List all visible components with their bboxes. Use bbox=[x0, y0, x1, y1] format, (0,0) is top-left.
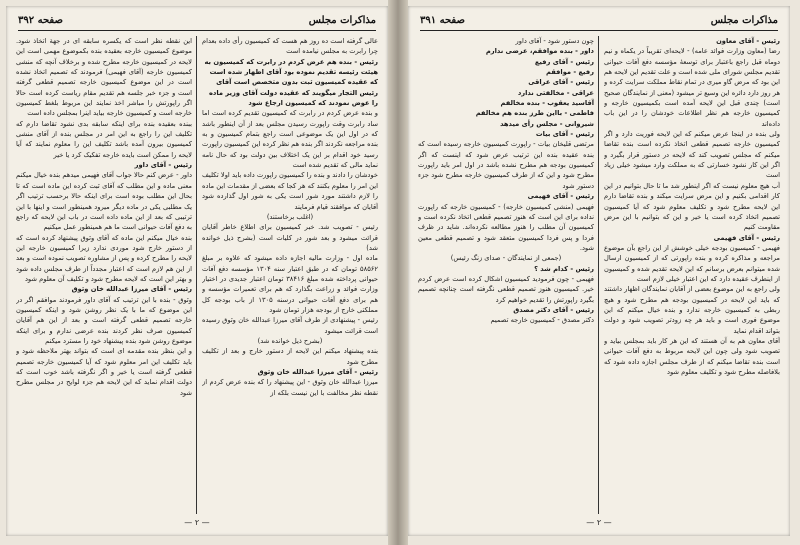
paragraph: وثوق - بنده با این ترتیب که آقای داور فرمودند موافقم اگر در این موضوع که ما با یک نظر روشن شود و اینکه کمیسیون خارجه تصمیم قطعی گرفته است و بعد از این هم آقایان کمیسیون صرف نظر کردند بنده عرضی ندارم و برای اینکه موضوع روشن شود بنده پیشنهاد خود را مسترد میکنم bbox=[16, 295, 192, 345]
speaker-line: رئیس - کدام شد ؟ bbox=[534, 264, 594, 273]
paragraph: ولی بنده در اینجا عرض میکنم که این لایحه فوریت دارد و اگر کمیسیون خارجه تصمیم قطعی اتخاذ نکرده است بنده تقاضا میکنم که مجلس تصویب کند که لایحه در دستور قرار بگیرد و اگر این کار نشود خسارتی که به مملکت وارد میشود خیلی زیاد است bbox=[604, 130, 780, 180]
speaker-line: عراقی - مخالفتی ندارد bbox=[517, 88, 594, 97]
book-gutter bbox=[388, 0, 408, 545]
text-column-right bbox=[604, 36, 780, 514]
speaker-line: رئیس - بنده هم عرض کردم در رابرت که کمیسیون به هیئت رئیسه تقدیم نموده بود آقای اظهار شده است که عقیده کمیسیون ثبت بدون متخصص است آقای رئیس التجار میگویند که عقیده دولت آقای وزیر ماده را عوض نمودند که کمیسیون ارجاع شود bbox=[204, 57, 378, 108]
paragraph: دکتر مصدق - کمیسیون خارجه تصمیم bbox=[490, 316, 594, 325]
paragraph: رئیس - پیشنهادی از طرف آقای میرزا عبدالله خان وثوق رسیده است قرائت میشود bbox=[202, 316, 378, 335]
paragraph: فهیمی (منشی کمیسیون خارجه) - کمیسیون خارجه که راپورت نداده برای این است که هنوز تصمیم قطعی اتخاذ نکرده است و کمیسیون آن مطلب را هنوز مطالعه نکرده‌اند. شاید در ظرف فردا و پس فردا کمیسیون متعقد شود و تصمیم قطعی معین شود. bbox=[418, 202, 594, 252]
paragraph: خودشان را دادند و بنده را کمیسیون راپورت داده باید اولا تکلیف این امر را معلوم بکنند که هر کجا که بعضی از مقدمات این ماده را لازم داشتند مورد شور است یکی به شور اول گذارده شود آقایان که موافقند قیام فرمایند bbox=[202, 171, 378, 211]
paragraph: فهیمی - چون فرمودید کمیسیون اشکال کرده است عرض کردم خیر. کمیسیون هنوز تصمیم قطعی نگرفته است چنانچه تصمیم بگیرد راپورتش را تقدیم خواهیم کرد bbox=[418, 274, 594, 304]
paragraph: این نقطه نظر است که یکسره سابقه ای در جهة اتخاذ شود. موضوع کمیسیون خارجه بعقیده بنده بکموضوع مهمی است این لایحه در کمیسیون خارجه مطرح شده و برخلاف آنچه که منشی کمیسیون خارجه (آقای فهیمی) فرمودند که تصمیم اتخاذ نشده است در این موضوع کمیسیون خارجه تصمیم قطعی گرفته است و جزء خبر جلسه هم تقدیم مقام ریاست کرده است حالا اگر راپورتش را مباشر اخذ نمایند این مربوط بلغط کمیسیون خارجه است و کمیسیون خارجه بیاید اینرا بمجلس داده است bbox=[16, 37, 192, 118]
page-title: مذاكرات مجلس bbox=[710, 15, 778, 26]
paragraph: عالی گرفته است ده روز هم هست که کمیسیون رأی داده بعدام چرا رابرت به مجلس نیامده است bbox=[202, 37, 378, 56]
speaker-line: رئیس - آقای فهیمی bbox=[527, 192, 594, 201]
stage-note: (بشرح ذیل خوانده شد) bbox=[257, 336, 323, 345]
speaker-line: داور - بنده موافقم، عرضی ندارم bbox=[485, 47, 594, 56]
paragraph: آقای معاون هم به آن هستند که این هر کار باید بمجلس بیاید و تصویب شود ولی چون این لایحه مربوط به دفع آفات حیوانی است بنده تقاضا میکنم که از طرف مجلس اجازه داده شود که بلافاصله مطرح شود و تکلیف معلوم شود bbox=[604, 336, 780, 376]
column-divider bbox=[598, 36, 599, 514]
page-footer: — ۲ — bbox=[586, 518, 612, 527]
paragraph: مرتضی قلیخان بیات - راپورت کمیسیون خارجه رسیده است که بنده عقیده بنده این ترتیب عرض شود که اینست که اگر کمیسیون بودجه هم مطرح نشده باشد در اول امر باید راپورت مطرح شود و این که از طرف کمیسیون خارجه مطرح شود جزء دستور شود bbox=[418, 140, 594, 190]
paragraph: داور - عرض کنم حالا جواب آقای فهیمی میدهم بنده خیال میکنم معنی ماده و این مطلب که آقای ثبت کرده این ماده است که تا بحال این مطلب بوده است برای اینکه حالا برحسب ترتیب اگر یک مطلبی یکی در ماده دیگر میرود همینطور است و اینها با این ترتیبی که بعد از این ماده داده است در باب این لایحه که راجع به دفع آفات حیوانی است ما هم همینطور عمل میکنیم bbox=[16, 171, 192, 232]
paragraph: ببنده بعقیده بنده برای اینکه سابقه بدی نشود تقاضا دارم که تکلیف این را راجع به این امر در مجلس بنده از آقای منشی کمیسیون بیرون آمده باشد تکلیف این را معلوم نمایند که آیا لایحه را ممکن است بایده خارجه تفکیک کرد یا خیر bbox=[16, 119, 192, 159]
paragraph: و این بنظر بنده مقدمه ای است که بتواند بهتر ملاحظه شود و باید تکلیف این امر معلوم شود که آیا کمیسیون خارجه تصمیم قطعی گرفته است یا خیر و اگر نگرفته باشد خوب است که دولت اقدام نماید که این لایحه هم جزء لوایح در مجلس مطرح شود bbox=[16, 347, 192, 397]
page-title: مذاكرات مجلس bbox=[308, 15, 376, 26]
speaker-line: رئیس - آقای دکتر مصدق bbox=[513, 305, 594, 314]
speaker-line: رئیس - آقای بیات bbox=[535, 130, 594, 139]
page-header bbox=[18, 14, 376, 31]
stage-note: (جمعی از نمایندگان - صدای زنگ رئیس) bbox=[450, 254, 562, 263]
paragraph: آب هیچ معلوم نیست که اگر اینطور شد ما تا حال بتوانیم در این کار اقدامی بکنیم و این مرض سرایت میکند و بنده تقاضا دارم این لایحه مطرح شود و تکلیف معلوم شود که آیا کمیسیون تصمیم اتخاذ کرده است یا خیر و این که بتوانیم با این مرض مقاومت کنیم bbox=[604, 181, 780, 232]
paragraph: فهیمی - کمیسیون بودجه خیلی خوشش از این راجع بآن موضوع مراجعه و مذاکره کرده و بنده راپورتی که از کمیسیون ارسال شده میتوانم بعرض برسانم که این لایحه تقدیم شده و کمیسیون از اینطرف عقیده دارد که این اعتبار خیلی لازم است bbox=[604, 243, 780, 283]
paragraph: رضا (معاون وزارت فوائد عامه) - لایحه‌ای تقریباً در یکماه و نیم دوماه قبل راجع باعتبار برای توسعهٔ مؤسسه دفع آفات حیوانی تقدیم مجلس شورای ملی شده است و علت تقدیم این لایحه هم این بود که مرض گاو میری در تمام نقاط مملکت سرایت کرده و هر روز دارد دائره این وسیع تر میشود (معنی از نمایندگان صحیح است) چندی قبل این لایحه آمده است بکمیسیون خارجه و کمیسیون خارجه هم نظر اطلاعات خودشان را در این باب داده‌اند bbox=[604, 47, 780, 128]
page-number: صفحه ۳۹۲ bbox=[18, 15, 63, 26]
text-column-right bbox=[202, 36, 378, 514]
speaker-line: فاطمی - بااین طرز بنده هم مخالفم bbox=[475, 109, 594, 118]
page-391 bbox=[408, 6, 790, 536]
speaker-line: آقاسید یعقوب - بنده مخالفم bbox=[500, 99, 594, 108]
page-footer: — ۲ — bbox=[184, 518, 210, 527]
speaker-line: رئیس - آقای رفیع bbox=[534, 57, 594, 66]
paragraph: چون دستور شود - آقای داور bbox=[515, 37, 594, 45]
speaker-line: رفیع - موافقم bbox=[545, 68, 594, 77]
speaker-line: رئیس - آقای عراقی bbox=[528, 78, 594, 87]
page-header bbox=[420, 14, 778, 31]
page-number: صفحه ۳۹۱ bbox=[420, 15, 465, 26]
text-column-left bbox=[16, 36, 192, 514]
speaker-line: رئیس - آقای میرزا عبدالله خان وثوق bbox=[71, 285, 192, 294]
speaker-line: شیروانی - مجلس رأی میدهد bbox=[500, 119, 594, 128]
speaker-line: رئیس - آقای میرزا عبدالله خان وثوق bbox=[257, 368, 378, 376]
paragraph: میرزا عبدالله خان وثوق - این پیشنهاد را که بنده عرض کردم از نقطه نظر مخالفت با این نیست بلکه از bbox=[202, 378, 378, 397]
paragraph: ماده اول - وزارت مالیه اجازه داده میشود که علاوه بر مبلغ ۵۸۵۶۲ تومان که در طبق اعتبار سنه ۱۳۰۴ مؤسسه دفع آفات حیوانی پرداخته شده مبلغ ۳۸۴۱۶ تومان اعتبار جدیدی در اختیار وزارت فوائد و زراعت بگذارد که هم برای تعمیرات مؤسسه و هم برای دفع آفات حیوانی درسنه ۱۳۰۵ از باب بودجه کل مملکتی خارج از بودجه هزار تومان شود bbox=[202, 254, 378, 314]
speaker-line: رئیس - آقای فهیمی bbox=[713, 233, 780, 242]
paragraph: رئیس - تصویب شد. خبر کمیسیون برای اطلاع خاطر آقایان قرائت میشود و بعد شور در کلیات است (بشرح ذیل خوانده شد) bbox=[202, 223, 378, 252]
text-column-left bbox=[418, 36, 594, 514]
speaker-line: رئیس - آقای معاون bbox=[716, 37, 780, 45]
paragraph: ولی راجع به این موضوع بعضی از آقایان نمایندگان اظهار داشتند که باید این لایحه در کمیسیون بودجه هم مطرح شود و هیچ ربطی به کمیسیون خارجه ندارد و بنده خیال میکنم که این موضوع فوری است و باید هر چه زودتر تصویب شود و دولت بتواند اقدام نماید bbox=[604, 285, 780, 335]
column-divider bbox=[196, 36, 197, 514]
page-392 bbox=[6, 6, 388, 536]
paragraph: بنده پیشنهاد میکنم این لایحه از دستور خارج و بعد از تکلیف مطرح شود bbox=[202, 347, 378, 366]
paragraph: بنده خیال میکنم این ماده که آقای وثوق پیشنهاد کرده است که از دستور خارج شود موردی ندارد زیرا کمیسیون خارجه این لایحه را مطرح کرده و پس از مشاوره تصویب نموده است و بعد از این هم لازم است که اعتبار مجدداً از طرف مجلس داده شود و بهتر این است که لایحه مطرح شود و تکلیف آن معلوم شود bbox=[16, 233, 192, 283]
speaker-line: رئیس - آقای داور bbox=[134, 161, 192, 170]
paragraph: و بنده عرض کردم در رابرت که کمیسیون تقدیم کرده است اما ساد رابرت وقت راپورت رسیدن مجلس بعد از آن اینطور باشد که در اول این یک موضوعی است راجع بتمام کمیسیون و به بنده مراجعه نکردند اگر بنده هم نظر کرده این کمیسیون راپورت رسید خود اقدام بر این یک اختلاف بین دولت بود که حال نامه نماید مالی که تقدیم شده است bbox=[202, 109, 378, 170]
stage-note: (اغلب برخاستند) bbox=[266, 212, 314, 221]
